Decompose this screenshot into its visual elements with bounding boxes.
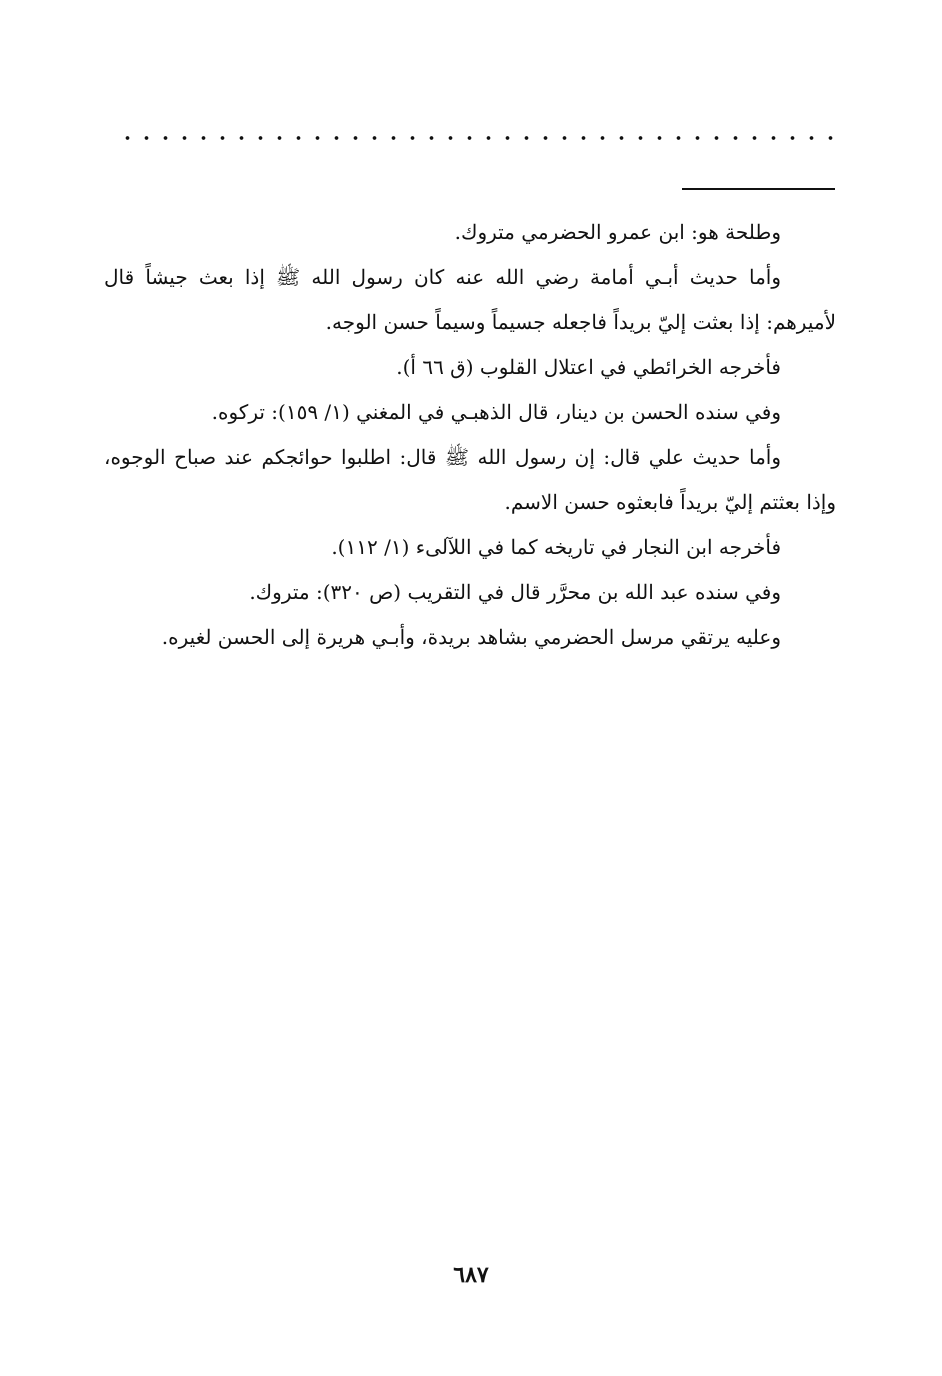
page-number: ٦٨٧: [453, 1262, 489, 1288]
dotted-separator: [118, 128, 834, 148]
footnote-paragraph: وأما حديث أبـي أمامة رضي الله عنه كان رسول الله ﷺ إذا بعث جيشاً قال لأميرهم: إذا بعثت إليّ بريداً فاجعله جسيماً وسيماً حسن الوجه.: [104, 265, 836, 334]
footnote-paragraph: وفي سنده الحسن بن دينار، قال الذهبـي في المغني (١/ ١٥٩): تركوه.: [211, 400, 781, 424]
footnote-paragraph: وطلحة هو: ابن عمرو الحضرمي متروك.: [454, 220, 781, 244]
footnote-paragraph: فأخرجه الخرائطي في اعتلال القلوب (ق ٦٦ أ).: [396, 355, 781, 379]
footnotes-block: [104, 210, 836, 660]
footnote-paragraph: وعليه يرتقي مرسل الحضرمي بشاهد بريدة، وأبـي هريرة إلى الحسن لغيره.: [161, 625, 781, 649]
footnote-paragraph: وأما حديث علي قال: إن رسول الله ﷺ قال: اطلبوا حوائجكم عند صباح الوجوه، وإذا بعثتم إليّ بريداً فابعثوه حسن الاسم.: [104, 445, 836, 514]
footnote-paragraph: وفي سنده عبد الله بن محرَّر قال في التقريب (ص ٣٢٠): متروك.: [249, 580, 781, 604]
footnote-paragraph: فأخرجه ابن النجار في تاريخه كما في اللآلىء (١/ ١١٢).: [331, 535, 781, 559]
footnote-rule: [682, 188, 835, 190]
